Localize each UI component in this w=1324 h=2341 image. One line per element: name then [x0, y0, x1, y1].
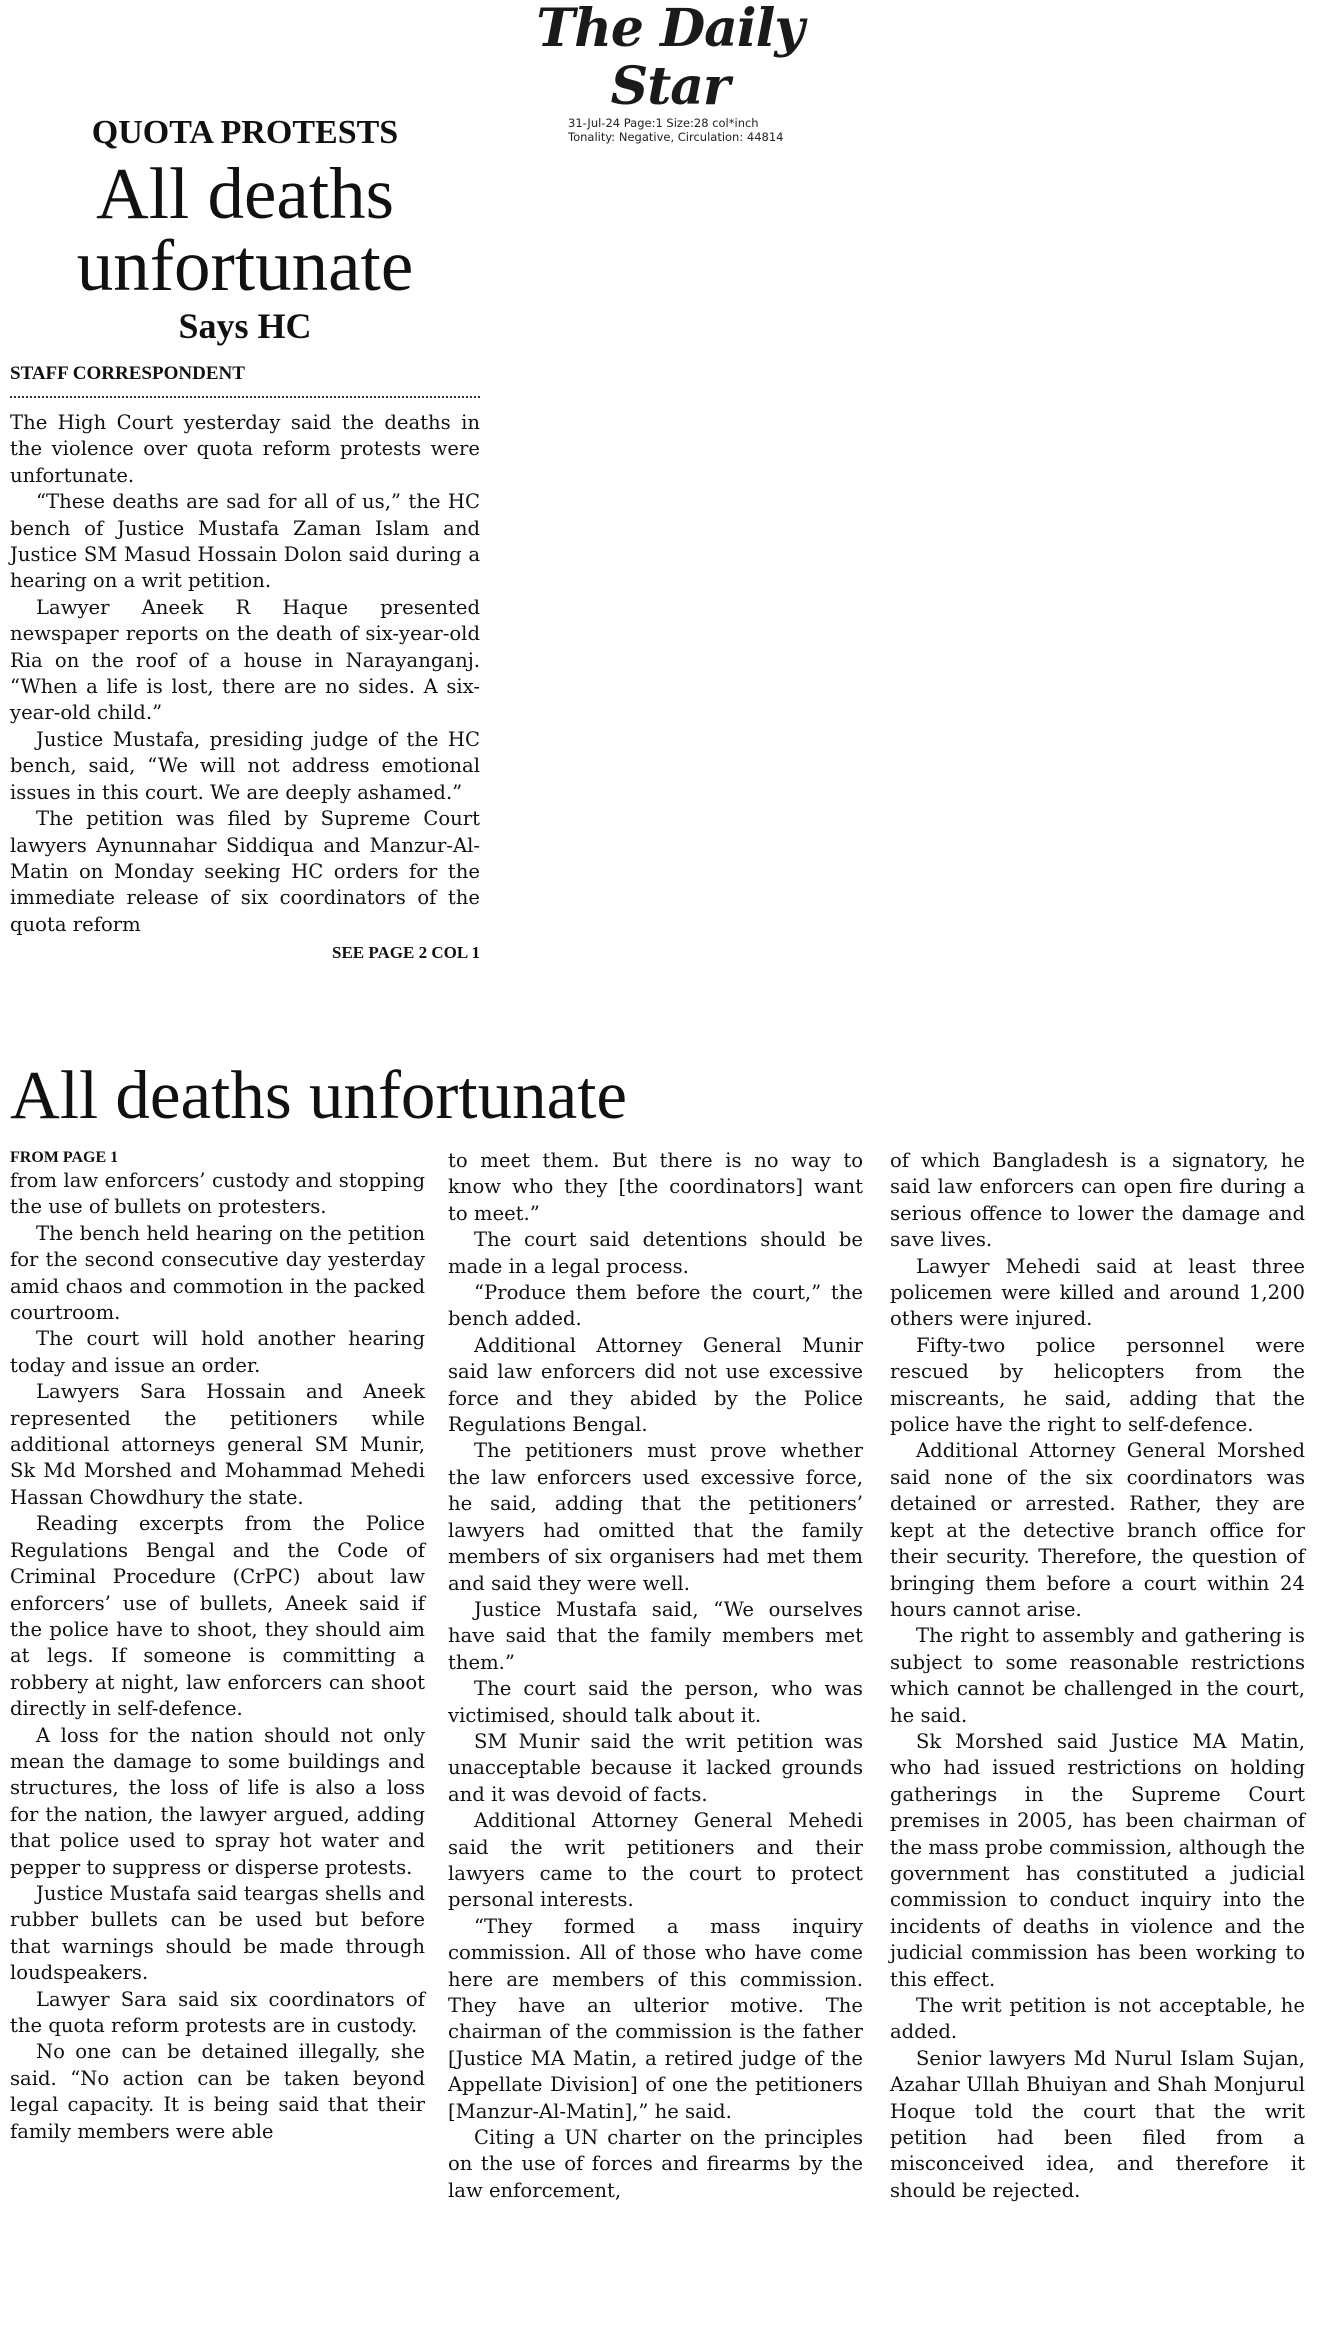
front-page-article	[10, 110, 480, 964]
subheadline: Says HC	[178, 306, 312, 346]
paragraph: Lawyer Sara said six coordinators of the quota reform protests are in custody.	[10, 1987, 425, 2037]
paragraph: The court said detentions should be made in a legal process.	[448, 1228, 863, 1278]
masthead	[520, 0, 820, 144]
paragraph: Lawyer Aneek R Haque presented newspaper reports on the death of six-year-old Ria on the roof of a house in Narayanganj. “When a life is lost, there are no sides. A six-year-old child.”	[10, 595, 480, 725]
paragraph: Additional Attorney General Mehedi said the writ petitioners and their lawyers came to the court to protect personal interests.	[448, 1809, 863, 1912]
paragraph: Justice Mustafa said teargas shells and rubber bullets can be used but before that warnings should be made through loudspeakers.	[10, 1881, 425, 1985]
continuation-column-3	[890, 1148, 1305, 2204]
paragraph: The writ petition is not acceptable, he added.	[890, 1994, 1305, 2044]
paragraph: from law enforcers’ custody and stopping the use of bullets on protesters.	[10, 1169, 425, 1219]
clip-info-date-size: 31-Jul-24 Page:1 Size:28 col*inch	[568, 116, 759, 130]
paragraph: “Produce them before the court,” the bench added.	[448, 1281, 863, 1331]
paragraph: No one can be detained illegally, she said. “No action can be taken beyond legal capacity. It is being said that their family members were able	[10, 2040, 425, 2143]
column-body	[890, 1148, 1305, 2204]
paragraph: The High Court yesterday said the deaths in the violence over quota reform protests were unfortunate.	[10, 411, 480, 487]
paragraph: Justice Mustafa said, “We ourselves have said that the family members met them.”	[448, 1597, 863, 1674]
headline	[10, 153, 480, 306]
paragraph: Additional Attorney General Morshed said none of the six coordinators was detained or arrested. Rather, they are kept at the detective branch office for their security. Therefore, the question of bringing them before a court within 24 hours cannot arise.	[890, 1439, 1305, 1621]
continuation-headline: All deaths unfortunate	[10, 1057, 627, 1133]
column-body	[10, 1168, 425, 2145]
paragraph: Sk Morshed said Justice MA Matin, who had issued restrictions on holding gatherings in the Supreme Court premises in 2005, has been chairman of the mass probe commission, although the government has constituted a judicial commission to conduct inquiry into the incidents of deaths in violence and the judicial commission has been working to this effect.	[890, 1729, 1305, 1991]
byline: STAFF CORRESPONDENT	[10, 362, 480, 398]
paragraph: The right to assembly and gathering is subject to some reasonable restrictions which cannot be challenged in the court, he said.	[890, 1624, 1305, 1727]
section-kicker: QUOTA PROTESTS	[91, 114, 399, 151]
paragraph: of which Bangladesh is a signatory, he said law enforcers can open fire during a serious offence to lower the damage and save lives.	[890, 1149, 1305, 1252]
paragraph: SM Munir said the writ petition was unacceptable because it lacked grounds and it was devoid of facts.	[448, 1729, 863, 1806]
paragraph: A loss for the nation should not only mean the damage to some buildings and structures, the loss of life is also a loss for the nation, the lawyer argued, adding that police used to spray hot water and pepper to suppress or disperse protests.	[10, 1723, 425, 1879]
paragraph: Lawyers Sara Hossain and Aneek represented the petitioners while additional attorneys general SM Munir, Sk Md Morshed and Mohammad Mehedi Hassan Chowdhury the state.	[10, 1380, 425, 1509]
clip-info-tonality: Tonality: Negative, Circulation: 44814	[568, 130, 784, 144]
paragraph: The petitioners must prove whether the law enforcers used excessive force, he said, adding that the petitioners’ lawyers had omitted that the family members of six organisers had met them and said they were well.	[448, 1439, 863, 1595]
paragraph: The petition was filed by Supreme Court lawyers Aynunnahar Siddiqua and Manzur-Al-Matin on Monday seeking HC orders for the immediate release of six coordinators of the quota reform	[10, 807, 480, 936]
column-body	[448, 1148, 863, 2204]
paragraph: “These deaths are sad for all of us,” the HC bench of Justice Mustafa Zaman Islam and Justice SM Masud Hossain Dolon said during a hearing on a writ petition.	[10, 490, 480, 593]
continuation-column-1	[10, 1148, 425, 2145]
clip-info	[520, 116, 820, 144]
continuation-column-2	[448, 1148, 863, 2204]
paragraph: The bench held hearing on the petition for the second consecutive day yesterday amid chaos and commotion in the packed courtroom.	[10, 1221, 425, 1325]
newspaper-logo: The Daily Star	[536, 0, 804, 117]
paragraph: Fifty-two police personnel were rescued by helicopters from the miscreants, he said, adding that the police have the right to self-defence.	[890, 1333, 1305, 1437]
headline-line-1: All deaths	[95, 153, 395, 234]
paragraph: to meet them. But there is no way to know who they [the coordinators] want to meet.”	[448, 1149, 863, 1225]
jump-line: SEE PAGE 2 COL 1	[332, 943, 480, 963]
from-page-label: FROM PAGE 1	[10, 1149, 119, 1166]
paragraph: Justice Mustafa, presiding judge of the HC bench, said, “We will not address emotional issues in this court. We are deeply ashamed.”	[10, 727, 480, 804]
paragraph: Citing a UN charter on the principles on the use of forces and firearms by the law enforcement,	[448, 2126, 863, 2202]
article-body	[10, 410, 480, 938]
paragraph: The court will hold another hearing today and issue an order.	[10, 1327, 425, 1377]
paragraph: The court said the person, who was victimised, should talk about it.	[448, 1677, 863, 1727]
paragraph: Lawyer Mehedi said at least three policemen were killed and around 1,200 others were injured.	[890, 1254, 1305, 1331]
paragraph: Additional Attorney General Munir said law enforcers did not use excessive force and they abided by the Police Regulations Bengal.	[448, 1333, 863, 1437]
paragraph: Senior lawyers Md Nurul Islam Sujan, Azahar Ullah Bhuiyan and Shah Monjurul Hoque told the court that the writ petition had been filed from a misconceived idea, and therefore it should be rejected.	[890, 2046, 1305, 2202]
headline-line-2: unfortunate	[76, 225, 414, 306]
paragraph: Reading excerpts from the Police Regulations Bengal and the Code of Criminal Procedure (CrPC) about law enforcers’ use of bullets, Aneek said if the police have to shoot, they should aim at legs. If someone is committing a robbery at night, law enforcers can shoot directly in self-defence.	[10, 1512, 425, 1721]
paragraph: “They formed a mass inquiry commission. All of those who have come here are members of this commission. They have an ulterior motive. The chairman of the commission is the father [Justice MA Matin, a retired judge of the Appellate Division] of one the petitioners [Manzur-Al-Matin],” he said.	[448, 1914, 863, 2123]
